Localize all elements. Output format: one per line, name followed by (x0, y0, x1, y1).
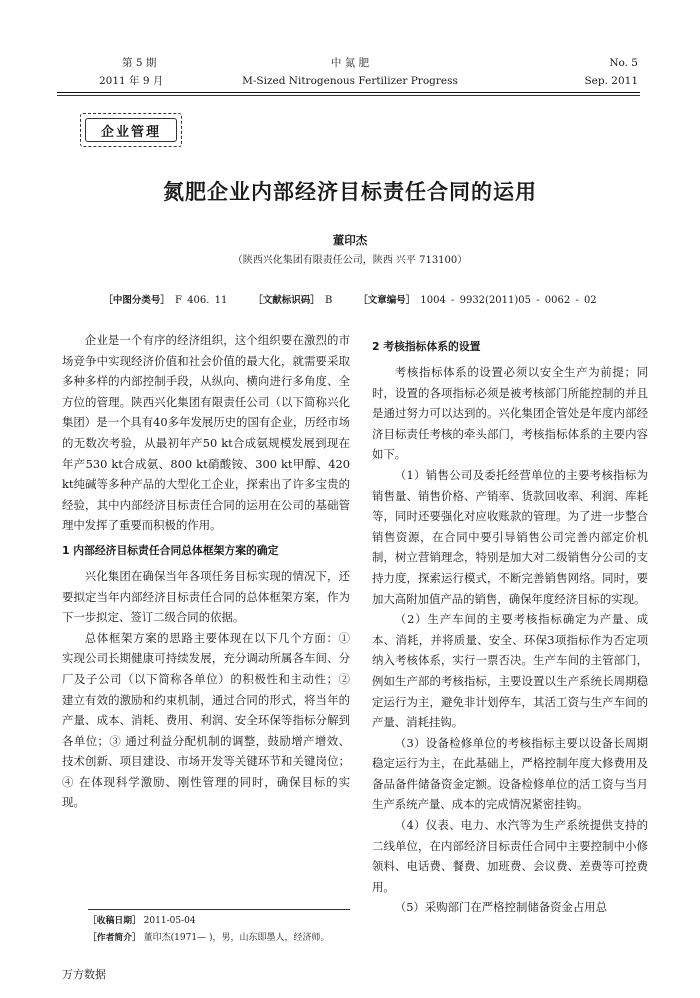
article-metadata (0, 292, 700, 306)
paragraph: （3）设备检修单位的考核指标主要以设备长周期稳定运行为主，在此基础上，严格控制年度大修费用及备品备件储备资金定额。设备检修单位的活工资与当月生产系统产量、成本的完成情况紧密挂钩。 (372, 735, 648, 812)
footnote-author (88, 932, 329, 945)
paragraph: （1）销售公司及委托经营单位的主要考核指标为销售量、销售价格、产销率、货款回收率、利润、库耗等，同时还要强化对应收账款的管理。为了进一步整合销售资源，在合同中要引导销售公司完善内部定价机制，树立营销理念，特别是加大对二级销售分公司的支持力度，探索运行模式，不断完善销售网络。同时，要加大高附加值产品的销售，确保年度经济目标的实现。 (372, 467, 648, 606)
paragraph: 考核指标体系的设置必须以安全生产为前提；同时，设置的各项指标必须是被考核部门所能控制的并且是通过努力可以达到的。兴化集团企管处是年度内部经济目标责任考核的牵头部门，考核指标体系的主要内容如下。 (372, 365, 648, 462)
left-column (62, 330, 350, 813)
article-title: 氮肥企业内部经济目标责任合同的运用 (163, 180, 537, 204)
header-issue-cn: 第 5 期 (122, 57, 157, 69)
paragraph: （2）生产车间的主要考核指标确定为产量、成本、消耗，并将质量、安全、环保3项指标作为否定项纳入考核体系，实行一票否决。生产车间的主管部门，例如生产部的考核指标，主要设置以生产系统长周期稳定运行为主，避免非计划停车，其活工资与生产车间的产量、消耗挂钩。 (372, 612, 648, 730)
doc-code-label: ［文献标识码］ (253, 295, 320, 306)
header-issue-en: No. 5 (609, 57, 638, 69)
section-badge (80, 113, 182, 147)
footnote-received (88, 915, 196, 928)
header-rule-thin (57, 95, 640, 96)
author-bio-label: ［作者简介］ (88, 933, 141, 943)
paragraph: 总体框架方案的思路主要体现在以下几个方面：① 实现公司长期健康可持续发展，充分调动所属各车间、分厂及子公司（以下简称各单位）的积极性和主动性；② 建立有效的激励和约束机制，通过合同的形式，将当年的产量、成本、消耗、费用、利润、安全环保等指标分解到各单位；③ 通过利益分配机制的调整，鼓励增产增效、技术创新、项目建设、市场开发等关键环节和关键岗位；④ 在体现科学激励、刚性管理的同时，确保目标的实现。 (62, 630, 350, 810)
clc-value: F 406. 11 (175, 295, 228, 306)
author-affiliation: （陕西兴化集团有限责任公司，陕西 兴平 713100） (232, 255, 468, 266)
section-heading-2: 2 考核指标体系的设置 (372, 340, 481, 353)
article-number-label: ［文章编号］ (358, 295, 416, 306)
header-journal-en: M-Sized Nitrogenous Fertilizer Progress (242, 75, 458, 87)
intro-paragraph: 企业是一个有序的经济组织，这个组织要在激烈的市场竞争中实现经济价值和社会价值的最大化，就需要采取多种多样的内部控制手段，从纵向、横向进行多角度、全方位的管理。陕西兴化集团有限责任公司（以下简称兴化集团）是一个具有40多年发展历史的国有企业，历经市场的无数次考验，从最初年产50 kt合成氨规模发展到现在年产530 kt合成氨、800 kt硝酸铵、300 kt甲醇、420 kt纯碱等多种产品的大型化工企业，探索出了许多宝贵的经验，其中内部经济目标责任合同的运用在公司的基础管理中发挥了重要而积极的作用。 (62, 333, 350, 533)
section-label: 企业管理 (85, 118, 177, 142)
section-heading-1: 1 内部经济目标责任合同总体框架方案的确定 (62, 543, 279, 557)
received-date: 2011-05-04 (143, 916, 196, 926)
doc-code-value: B (324, 295, 333, 306)
header-journal-cn: 中 氮 肥 (330, 57, 370, 69)
header-date-en: Sep. 2011 (584, 75, 638, 87)
right-column (372, 338, 648, 918)
footnote-rule (88, 909, 350, 910)
clc-label: ［中图分类号］ (103, 295, 170, 306)
paragraph: 兴化集团在确保当年各项任务目标实现的情况下，还要拟定当年内部经济目标责任合同的总体框架方案，作为下一步拟定、签订二级合同的依据。 (62, 568, 350, 625)
paragraph: （4）仪表、电力、水汽等为生产系统提供支持的二线单位，在内部经济目标责任合同中主要控制中小修领料、电话费、餐费、加班费、会议费、差费等可控费用。 (372, 818, 648, 894)
header-rule (57, 92, 640, 93)
author-bio: 董印杰(1971— )，男，山东即墨人，经济师。 (143, 933, 330, 943)
watermark: 万方数据 (62, 968, 106, 981)
article-number-value: 1004 - 9932(2011)05 - 0062 - 02 (420, 295, 597, 306)
header-date-cn: 2011 年 9 月 (99, 75, 164, 87)
paragraph: （5）采购部门在严格控制储备资金占用总 (394, 900, 608, 915)
received-label: ［收稿日期］ (88, 916, 141, 926)
author-name: 董印杰 (332, 233, 368, 247)
